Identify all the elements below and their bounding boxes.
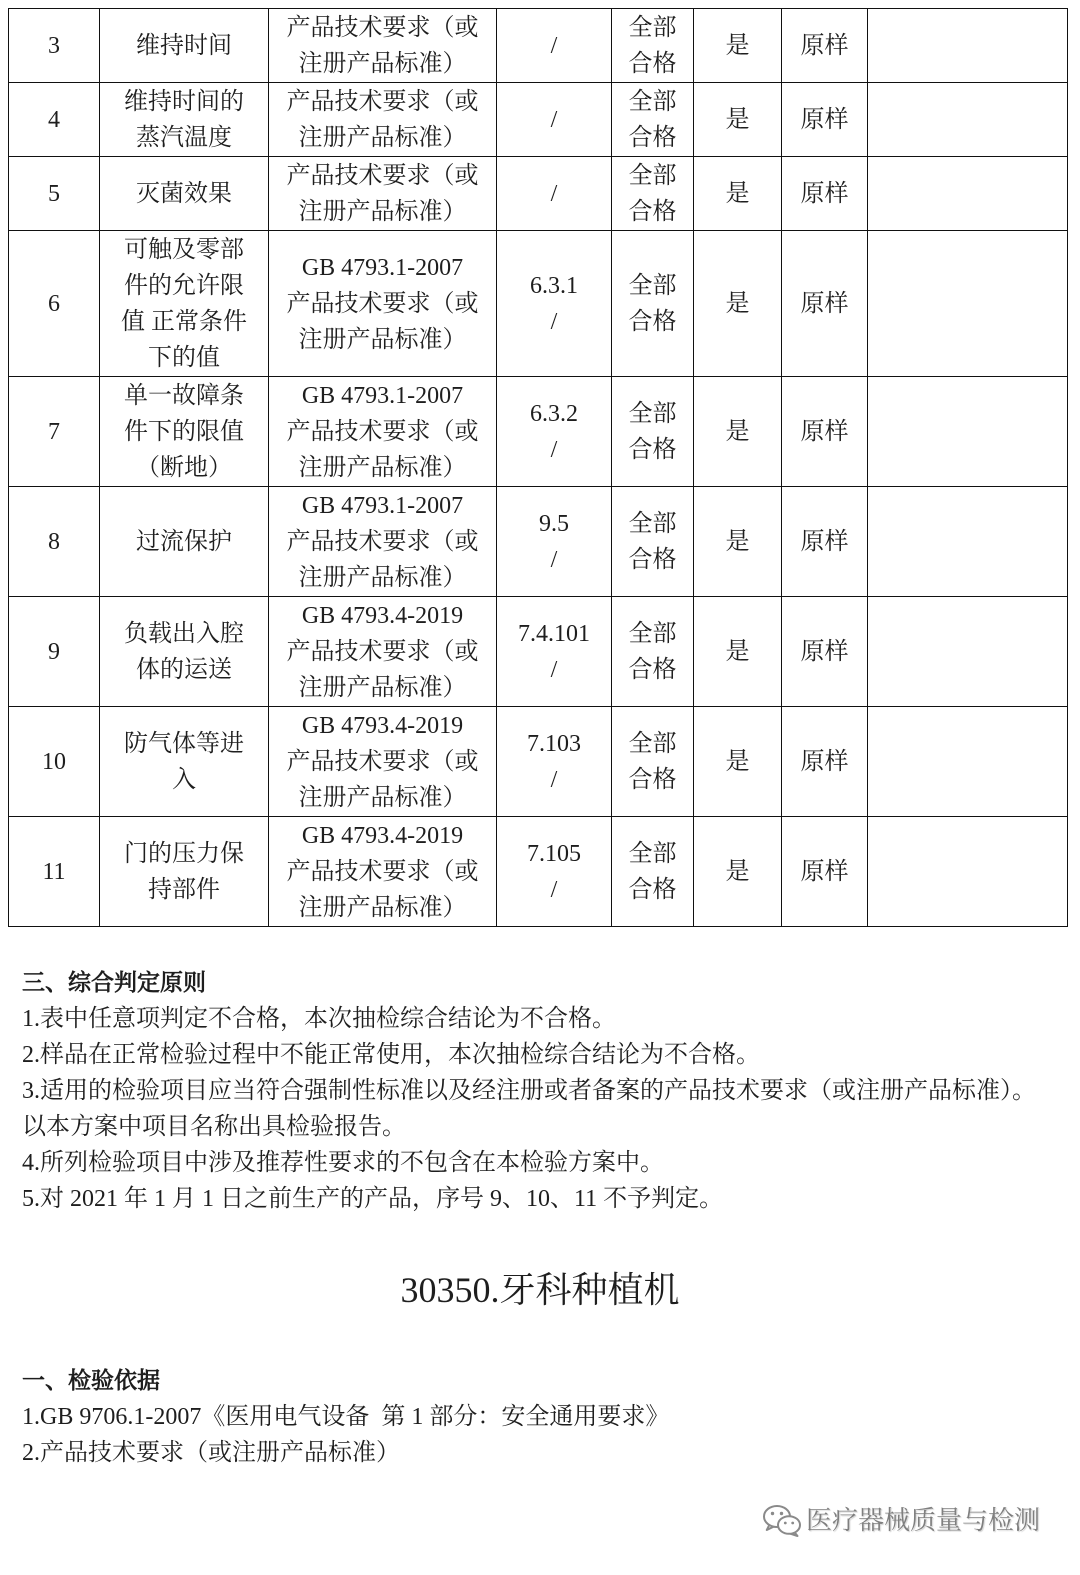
standard-text: 产品技术要求（或注册产品标准）	[286, 419, 479, 481]
row-number: 11	[42, 859, 66, 885]
item-name: 负载出入腔体的运送	[124, 621, 244, 683]
clause-text: /	[550, 657, 558, 683]
clause-text: /	[550, 437, 558, 463]
standard-cell	[269, 707, 497, 817]
standard-text: 产品技术要求（或注册产品标准）	[286, 291, 479, 353]
standard-cell	[269, 231, 497, 377]
basis-heading: 一、检验依据	[22, 1368, 160, 1394]
judgment-cell	[612, 231, 694, 377]
criteria-item: 2.样品在正常检验过程中不能正常使用，本次抽检综合结论为不合格。	[22, 1042, 760, 1068]
sample-cell	[782, 9, 868, 83]
table-row	[9, 9, 1068, 83]
judgment-text: 全部合格	[628, 841, 677, 903]
clause-text: /	[550, 767, 558, 793]
judgment-text: 全部合格	[628, 511, 677, 573]
row-number: 10	[42, 749, 66, 775]
row-number: 6	[48, 291, 60, 317]
item-name-cell	[100, 377, 269, 487]
note-cell	[868, 157, 1068, 231]
standard-text: 产品技术要求（或注册产品标准）	[286, 15, 479, 77]
flag-cell	[694, 817, 782, 927]
row-number: 8	[48, 529, 60, 555]
table-row	[9, 231, 1068, 377]
flag-cell	[694, 83, 782, 157]
row-number: 9	[48, 639, 60, 665]
sample-cell	[782, 157, 868, 231]
basis-item: 1.GB 9706.1-2007《医用电气设备 第 1 部分：安全通用要求》	[22, 1404, 670, 1430]
item-name-cell	[100, 83, 269, 157]
sample-cell	[782, 597, 868, 707]
sample-text: 原样	[800, 107, 849, 133]
table-row	[9, 817, 1068, 927]
table-row	[9, 597, 1068, 707]
sample-cell	[782, 231, 868, 377]
standard-cell	[269, 817, 497, 927]
basis-item: 2.产品技术要求（或注册产品标准）	[22, 1440, 400, 1466]
flag-text: 是	[725, 419, 750, 445]
judgment-text: 全部合格	[628, 621, 677, 683]
standard-text: GB 4793.1-2007	[301, 255, 464, 281]
judgment-cell	[612, 83, 694, 157]
standard-cell	[269, 377, 497, 487]
sample-cell	[782, 487, 868, 597]
item-name: 防气体等进入	[124, 731, 244, 793]
clause-cell	[497, 9, 612, 83]
item-name: 门的压力保持部件	[124, 841, 244, 903]
clause-text: /	[550, 33, 558, 59]
item-name: 维持时间的蒸汽温度	[124, 89, 244, 151]
flag-text: 是	[725, 749, 750, 775]
judgment-cell	[612, 817, 694, 927]
judgment-text: 全部合格	[628, 89, 677, 151]
row-number-cell	[9, 83, 100, 157]
standard-cell	[269, 83, 497, 157]
item-name-cell	[100, 707, 269, 817]
wechat-icon	[762, 1504, 802, 1538]
watermark-text: 医疗器械质量与检测	[806, 1506, 1041, 1536]
standard-text: GB 4793.4-2019	[301, 823, 464, 849]
table-row	[9, 707, 1068, 817]
note-cell	[868, 231, 1068, 377]
flag-text: 是	[725, 181, 750, 207]
flag-text: 是	[725, 859, 750, 885]
sample-cell	[782, 817, 868, 927]
row-number: 4	[48, 107, 60, 133]
standard-text: 产品技术要求（或注册产品标准）	[286, 89, 479, 151]
row-number-cell	[9, 9, 100, 83]
criteria-item: 4.所列检验项目中涉及推荐性要求的不包含在本检验方案中。	[22, 1150, 664, 1176]
standard-text: 产品技术要求（或注册产品标准）	[286, 859, 479, 921]
criteria-section	[22, 965, 1054, 1217]
sample-text: 原样	[800, 639, 849, 665]
sample-text: 原样	[800, 529, 849, 555]
criteria-item: 3.适用的检验项目应当符合强制性标准以及经注册或者备案的产品技术要求（或注册产品标准）。以本方案中项目名称出具检验报告。	[22, 1078, 1036, 1140]
standard-cell	[269, 9, 497, 83]
row-number-cell	[9, 597, 100, 707]
sample-cell	[782, 707, 868, 817]
criteria-item: 1.表中任意项判定不合格，本次抽检综合结论为不合格。	[22, 1006, 616, 1032]
flag-text: 是	[725, 639, 750, 665]
row-number-cell	[9, 487, 100, 597]
judgment-cell	[612, 707, 694, 817]
item-name-cell	[100, 597, 269, 707]
flag-cell	[694, 9, 782, 83]
judgment-text: 全部合格	[628, 15, 677, 77]
table-row	[9, 157, 1068, 231]
flag-text: 是	[725, 291, 750, 317]
clause-text: /	[550, 107, 558, 133]
note-cell	[868, 817, 1068, 927]
standard-text: GB 4793.1-2007	[301, 383, 464, 409]
clause-cell	[497, 487, 612, 597]
sample-cell	[782, 377, 868, 487]
judgment-text: 全部合格	[628, 401, 677, 463]
flag-text: 是	[725, 107, 750, 133]
clause-cell	[497, 597, 612, 707]
item-name: 单一故障条件下的限值（断地）	[124, 383, 244, 481]
note-cell	[868, 707, 1068, 817]
judgment-text: 全部合格	[628, 163, 677, 225]
clause-cell	[497, 817, 612, 927]
watermark	[762, 1503, 1040, 1539]
standard-cell	[269, 487, 497, 597]
note-cell	[868, 377, 1068, 487]
item-name: 灭菌效果	[136, 181, 232, 207]
table-row	[9, 487, 1068, 597]
item-name: 过流保护	[136, 529, 232, 555]
sample-cell	[782, 83, 868, 157]
row-number-cell	[9, 157, 100, 231]
standard-text: 产品技术要求（或注册产品标准）	[286, 639, 479, 701]
criteria-heading: 三、综合判定原则	[22, 970, 206, 996]
criteria-item: 5.对 2021 年 1 月 1 日之前生产的产品，序号 9、10、11 不予判定。	[22, 1186, 724, 1212]
clause-text: /	[550, 309, 558, 335]
sample-text: 原样	[800, 749, 849, 775]
clause-text: /	[550, 877, 558, 903]
judgment-cell	[612, 157, 694, 231]
row-number-cell	[9, 231, 100, 377]
standard-text: GB 4793.4-2019	[301, 713, 464, 739]
table-row	[9, 377, 1068, 487]
judgment-text: 全部合格	[628, 273, 677, 335]
sample-text: 原样	[800, 33, 849, 59]
standard-cell	[269, 157, 497, 231]
item-name-cell	[100, 487, 269, 597]
clause-cell	[497, 83, 612, 157]
row-number-cell	[9, 817, 100, 927]
flag-cell	[694, 597, 782, 707]
sample-text: 原样	[800, 181, 849, 207]
clause-text: /	[550, 547, 558, 573]
flag-cell	[694, 231, 782, 377]
standard-cell	[269, 597, 497, 707]
sample-text: 原样	[800, 859, 849, 885]
item-name-cell	[100, 9, 269, 83]
basis-section	[22, 1363, 1054, 1471]
flag-text: 是	[725, 529, 750, 555]
judgment-cell	[612, 377, 694, 487]
product-title: 30350.牙科种植机	[400, 1270, 680, 1310]
clause-cell	[497, 377, 612, 487]
flag-cell	[694, 157, 782, 231]
item-name: 维持时间	[136, 33, 232, 59]
standard-text: 产品技术要求（或注册产品标准）	[286, 163, 479, 225]
clause-text: 9.5	[539, 511, 569, 537]
item-name: 可触及零部件的允许限值 正常条件下的值	[121, 237, 247, 371]
note-cell	[868, 9, 1068, 83]
row-number: 5	[48, 181, 60, 207]
clause-text: 7.103	[527, 731, 581, 757]
standard-text: 产品技术要求（或注册产品标准）	[286, 749, 479, 811]
row-number: 3	[48, 33, 60, 59]
row-number-cell	[9, 377, 100, 487]
clause-cell	[497, 707, 612, 817]
flag-cell	[694, 377, 782, 487]
table-row	[9, 83, 1068, 157]
judgment-text: 全部合格	[628, 731, 677, 793]
note-cell	[868, 487, 1068, 597]
item-name-cell	[100, 817, 269, 927]
sample-text: 原样	[800, 419, 849, 445]
standard-text: GB 4793.1-2007	[301, 493, 464, 519]
clause-text: /	[550, 181, 558, 207]
clause-cell	[497, 157, 612, 231]
row-number-cell	[9, 707, 100, 817]
item-name-cell	[100, 157, 269, 231]
note-cell	[868, 597, 1068, 707]
flag-cell	[694, 707, 782, 817]
judgment-cell	[612, 9, 694, 83]
flag-cell	[694, 487, 782, 597]
clause-text: 7.4.101	[518, 621, 590, 647]
judgment-cell	[612, 487, 694, 597]
standard-text: 产品技术要求（或注册产品标准）	[286, 529, 479, 591]
sample-text: 原样	[800, 291, 849, 317]
judgment-cell	[612, 597, 694, 707]
clause-text: 6.3.1	[530, 273, 578, 299]
flag-text: 是	[725, 33, 750, 59]
clause-text: 7.105	[527, 841, 581, 867]
inspection-table	[8, 8, 1068, 927]
note-cell	[868, 83, 1068, 157]
clause-text: 6.3.2	[530, 401, 578, 427]
row-number: 7	[48, 419, 60, 445]
standard-text: GB 4793.4-2019	[301, 603, 464, 629]
clause-cell	[497, 231, 612, 377]
item-name-cell	[100, 231, 269, 377]
